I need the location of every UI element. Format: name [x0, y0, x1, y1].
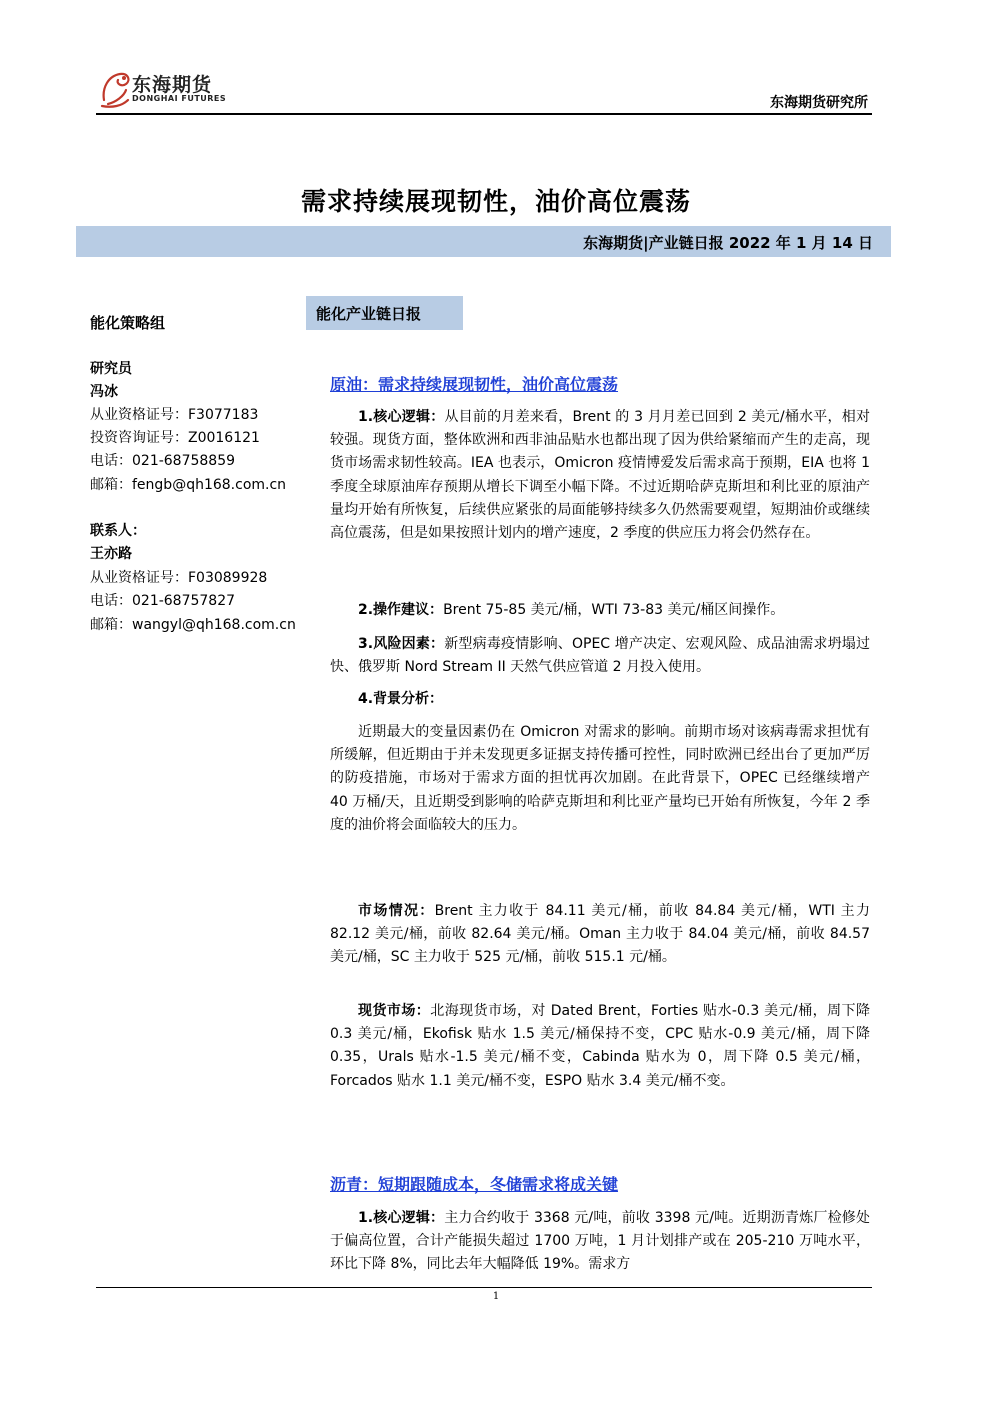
crude-background-text: 近期最大的变量因素仍在 Omicron 对需求的影响。前期市场对该病毒需求担忧有所缓解，但近期由于并未发现更多证据支持传播可控性，同时欧洲已经出台了更加严厉的防疫措施，市场对于需求方面的担忧再次加剧。在此背景下，OPEC 已经继续增产 40 万桶/天，且近期受到影响的哈萨克斯坦和利比亚产量均已开始有所恢复，今年 2 季度的油价将会面临较大的压力。 [330, 724, 870, 833]
section-tag-text: 能化产业链日报 [316, 305, 422, 323]
para-label: 现货市场： [358, 1003, 431, 1019]
contact-info-line: 电话：021-68757827 [90, 593, 236, 609]
logo-chinese-name: 东海期货 [132, 74, 213, 96]
researcher-label: 研究员 [90, 361, 132, 377]
contact-label: 联系人： [90, 523, 146, 539]
para-text: 从目前的月差来看，Brent 的 3 月月差已回到 2 美元/桶水平，相对较强。现货方面，整体欧洲和西非油品贴水也都出现了因为供给紧缩而产生的走高，现货市场需求韧性较高。IEA 也表示，Omicron 疫情博爱发后需求高于预期，EIA 也将 1 季度全球原油库存预期从增长下调至小幅下降。不过近期哈萨克斯坦和利比亚的原油产量均开始有所恢复，后续供应紧张的局面能够持续多久仍然需要观望，短期油价或继续高位震荡，但是如果按照计划内的增产速度，2 季度的供应压力将会仍然存在。 [330, 409, 870, 542]
para-text: Brent 75-85 美元/桶，WTI 73-83 美元/桶区间操作。 [443, 602, 785, 618]
logo-english-name: DONGHAI FUTURES [132, 94, 227, 103]
institute-name: 东海期货研究所 [770, 95, 868, 111]
report-banner [76, 226, 891, 257]
asphalt-core-logic [330, 1207, 870, 1277]
para-text: Brent 主力收于 84.11 美元/桶，前收 84.84 美元/桶，WTI 主力 82.12 美元/桶，前收 82.64 美元/桶。Oman 主力收于 84.04 美元/桶，前收 84.57 美元/桶，SC 主力收于 525 元/桶，前收 515.1 元/桶。 [330, 903, 871, 966]
section-tag [306, 296, 463, 330]
para-label: 市场情况： [358, 903, 435, 919]
para-text: 主力合约收于 3368 元/吨，前收 3398 元/吨。近期沥青炼厂检修处于偏高位置，合计产能损失超过 1700 万吨，1 月计划排产或在 205-210 万吨水平，环比下降 8%，同比去年大幅降低 19%。需求方 [330, 1210, 870, 1273]
para-text: 北海现货市场，对 Dated Brent，Forties 贴水-0.3 美元/桶，周下降 0.3 美元/桶，Ekofisk 贴水 1.5 美元/桶保持不变，CPC 贴水-0.9 美元/桶，周下降 0.35，Urals 贴水-1.5 美元/桶不变，Cabinda 贴水为 0，周下降 0.5 美元/桶， Forcados 贴水 1.1 美元/桶不变，ESPO 贴水 3.4 美元/桶不变。 [330, 1003, 871, 1089]
report-title: 需求持续展现韧性，油价高位震荡 [300, 187, 691, 216]
page-number: 1 [492, 1291, 500, 1302]
contact-info-line: 从业资格证号：F03089928 [90, 570, 268, 586]
header-divider [96, 113, 872, 115]
crude-risk-factors [330, 633, 870, 679]
researcher-info-line: 电话：021-68758859 [90, 453, 236, 469]
crude-spot-market [330, 1000, 870, 1093]
banner-text: 东海期货|产业链日报 2022 年 1 月 14 日 [583, 234, 873, 252]
para-label: 4.背景分析： [358, 691, 444, 707]
crude-operation-advice [330, 599, 870, 622]
crude-background-label [330, 688, 870, 711]
footer-divider [96, 1287, 872, 1288]
para-label: 1.核心逻辑： [358, 409, 445, 425]
para-text: 新型病毒疫情影响、OPEC 增产决定、宏观风险、成品油需求坍塌过快、俄罗斯 Nord Stream II 天然气供应管道 2 月投入使用。 [330, 636, 870, 676]
contact-name: 王亦路 [90, 546, 132, 562]
contact-email[interactable]: 邮箱：wangyl@qh168.com.cn [90, 617, 296, 633]
para-label: 2.操作建议： [358, 602, 444, 618]
researcher-email[interactable]: 邮箱：fengb@qh168.com.cn [90, 477, 287, 493]
para-label: 3.风险因素： [358, 636, 445, 652]
researcher-name: 冯冰 [90, 384, 118, 400]
crude-core-logic [330, 406, 870, 545]
crude-oil-heading[interactable]: 原油：需求持续展现韧性，油价高位震荡 [330, 375, 619, 394]
researcher-info-line: 从业资格证号：F3077183 [90, 407, 259, 423]
para-label: 1.核心逻辑： [358, 1210, 445, 1226]
strategy-group: 能化策略组 [90, 314, 166, 332]
crude-market-situation [330, 900, 870, 970]
researcher-info-line: 投资咨询证号：Z0016121 [90, 430, 260, 446]
asphalt-heading[interactable]: 沥青：短期跟随成本，冬储需求将成关键 [330, 1175, 619, 1194]
